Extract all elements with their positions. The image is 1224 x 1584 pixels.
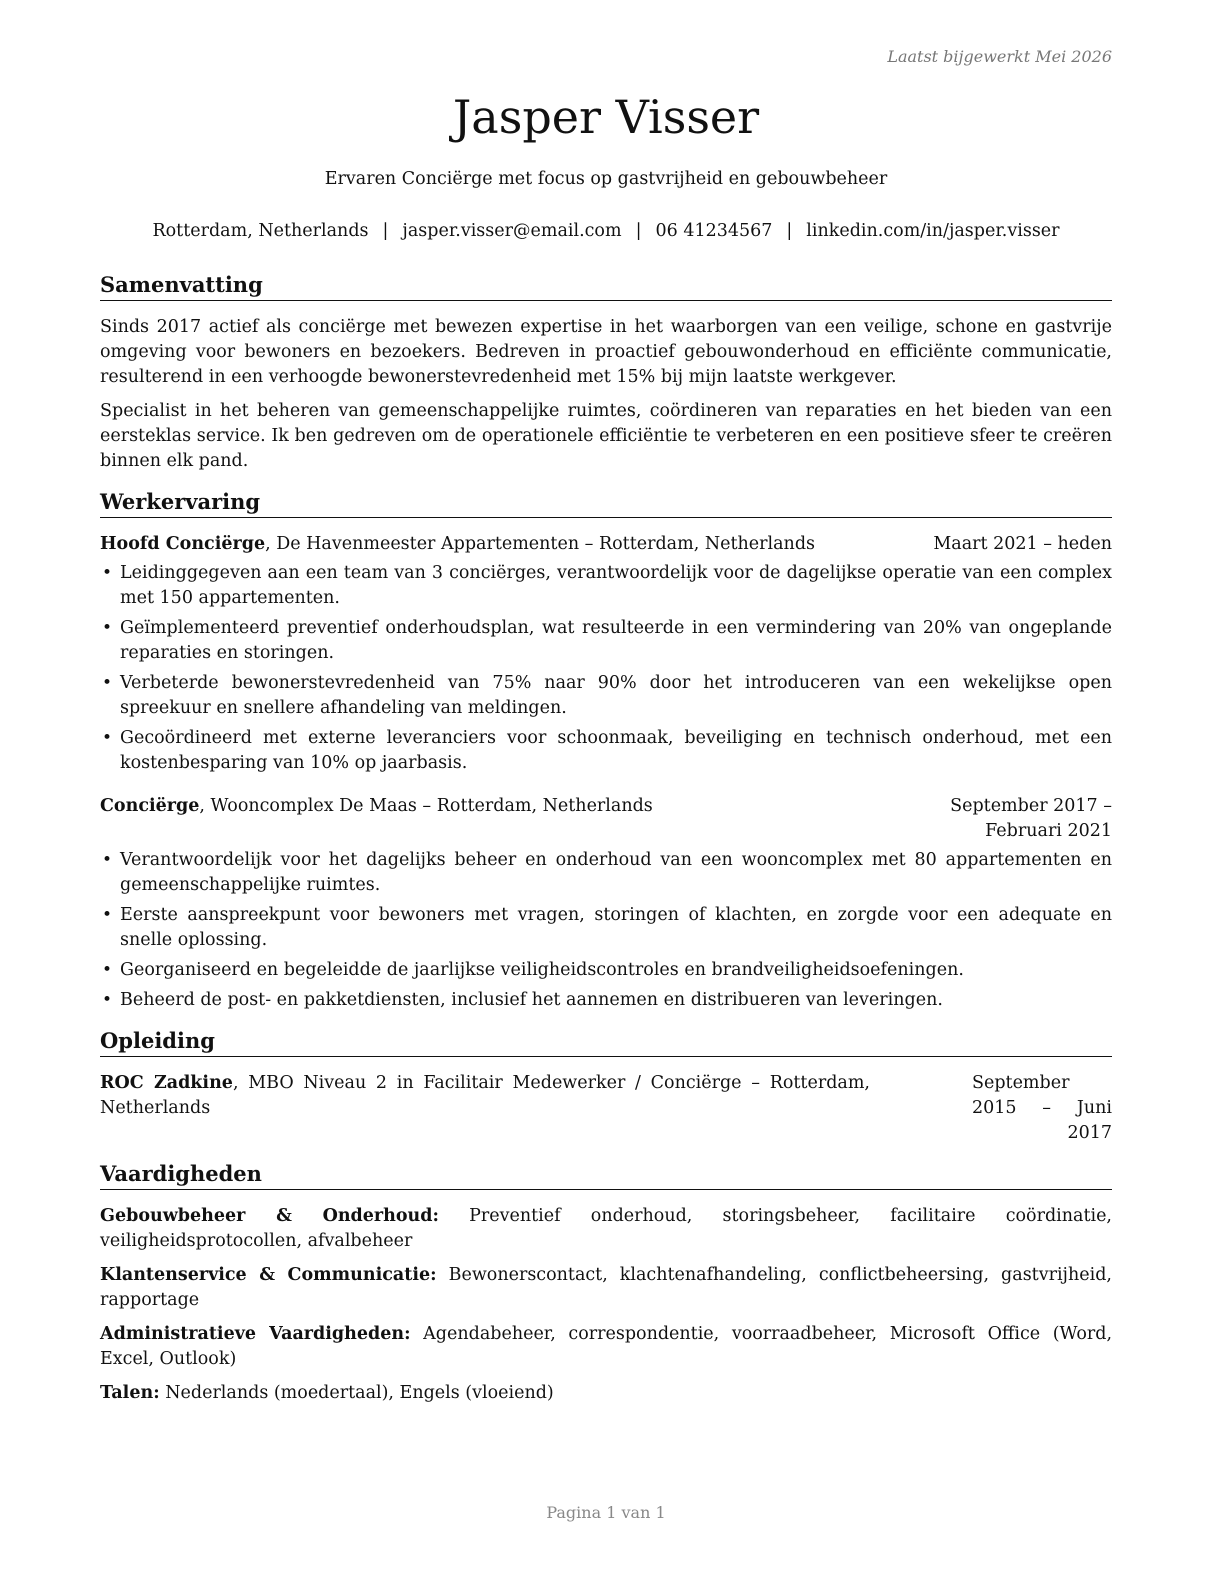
job-title-line	[100, 794, 653, 844]
contact-line	[100, 219, 1112, 244]
skill-value: Agendabeheer, correspondentie, voorraadbeheer, Microsoft Office (Word, Excel, Outlook)	[100, 1324, 1113, 1369]
skill-label: Talen:	[100, 1383, 160, 1403]
page-number: Pagina 1 van 1	[546, 1503, 666, 1522]
contact-email[interactable]: jasper.visser@email.com	[402, 221, 622, 241]
education-detail	[100, 1071, 870, 1146]
tagline: Ervaren Conciërge met focus op gastvrijheid en gebouwbeheer	[324, 169, 888, 189]
contact-phone: 06 41234567	[655, 221, 773, 241]
education-dates: September 2015 – Juni 2017	[972, 1073, 1112, 1143]
section-title-experience: Werkervaring	[100, 487, 1112, 518]
job-dates: September 2017 – Februari 2021	[950, 796, 1112, 841]
resume-page	[100, 0, 1112, 1584]
skill-label: Klantenservice & Communicatie:	[100, 1265, 437, 1285]
education-school: ROC Zadkine	[100, 1073, 233, 1093]
summary-section	[100, 315, 1112, 474]
skills-section	[100, 1204, 1112, 1406]
contact-separator: |	[382, 221, 389, 241]
contact-separator: |	[635, 221, 642, 241]
last-updated-note: Laatst bijgewerkt Mei 2026	[887, 47, 1112, 66]
list-item: • Eerste aanspreekpunt voor bewoners met vragen, storingen of klachten, en zorgde voor een adequate en snelle oplossing.	[100, 903, 1112, 953]
skill-line	[100, 1263, 1112, 1313]
section-title-education: Opleiding	[100, 1026, 1112, 1057]
job-entry	[100, 794, 1112, 1013]
job-company: , De Havenmeester Appartementen – Rotterdam, Netherlands	[265, 534, 816, 554]
list-item: • Verbeterde bewonerstevredenheid van 75% naar 90% door het introduceren van een wekelijkse open spreekuur en snellere afhandeling van meldingen.	[100, 671, 1112, 721]
skill-line	[100, 1204, 1112, 1254]
contact-separator: |	[786, 221, 793, 241]
job-bullets	[100, 848, 1112, 1013]
skill-label: Gebouwbeheer & Onderhoud:	[100, 1206, 439, 1226]
contact-location: Rotterdam, Netherlands	[152, 221, 369, 241]
list-item: • Leidinggegeven aan een team van 3 conciërges, verantwoordelijk voor de dagelijkse operatie van een complex met 150 appartementen.	[100, 561, 1112, 611]
job-header	[100, 532, 1112, 557]
section-title-summary: Samenvatting	[100, 270, 1112, 301]
job-bullets	[100, 561, 1112, 776]
job-entry	[100, 532, 1112, 776]
job-role: Conciërge	[100, 796, 200, 816]
skill-value: Nederlands (moedertaal), Engels (vloeiend)	[159, 1383, 554, 1403]
job-company: , Wooncomplex De Maas – Rotterdam, Netherlands	[199, 796, 653, 816]
skill-value: Preventief onderhoud, storingsbeheer, facilitaire coördinatie, veiligheidsprotocollen, afvalbeheer	[100, 1206, 1112, 1251]
skill-line	[100, 1322, 1112, 1372]
list-item: • Georganiseerd en begeleidde de jaarlijkse veiligheidscontroles en brandveiligheidsoefeningen.	[100, 958, 1112, 983]
summary-paragraph: Sinds 2017 actief als conciërge met bewezen expertise in het waarborgen van een veilige, schone en gastvrije omgeving voor bewoners en bezoekers. Bedreven in proactief gebouwonderhoud en efficiënte communicatie, resulterend in een verhoogde bewonerstevredenheid met 15% bij mijn laatste werkgever.	[100, 317, 1112, 387]
skill-label: Administratieve Vaardigheden:	[100, 1324, 411, 1344]
summary-paragraph: Specialist in het beheren van gemeenschappelijke ruimtes, coördineren van reparaties en het bieden van een eersteklas service. Ik ben gedreven om de operationele efficiëntie te verbeteren en een positieve sfeer te creëren binnen elk pand.	[100, 401, 1112, 471]
list-item: • Gecoördineerd met externe leveranciers voor schoonmaak, beveiliging en technisch onderhoud, met een kostenbesparing van 10% op jaarbasis.	[100, 726, 1112, 776]
list-item: • Verantwoordelijk voor het dagelijks beheer en onderhoud van een wooncomplex met 80 appartementen en gemeenschappelijke ruimtes.	[100, 848, 1112, 898]
list-item: • Geïmplementeerd preventief onderhoudsplan, wat resulteerde in een vermindering van 20% van ongeplande reparaties en storingen.	[100, 616, 1112, 666]
job-role: Hoofd Conciërge	[100, 534, 266, 554]
resume-content	[100, 270, 1112, 1406]
job-header	[100, 794, 1112, 844]
education-entry	[100, 1071, 1112, 1146]
job-dates: Maart 2021 – heden	[933, 534, 1112, 554]
job-title-line	[100, 532, 815, 557]
section-title-skills: Vaardigheden	[100, 1159, 1112, 1190]
education-program: , MBO Niveau 2 in Facilitair Medewerker / Conciërge – Rotterdam, Netherlands	[100, 1073, 870, 1118]
skill-line	[100, 1381, 1112, 1406]
list-item: • Beheerd de post- en pakketdiensten, inclusief het aannemen en distribueren van leveringen.	[100, 988, 1112, 1013]
contact-linkedin[interactable]: linkedin.com/in/jasper.visser	[806, 221, 1060, 241]
skill-value: Bewonerscontact, klachtenafhandeling, conflictbeheersing, gastvrijheid, rapportage	[100, 1265, 1112, 1310]
candidate-name: Jasper Visser	[452, 90, 760, 144]
